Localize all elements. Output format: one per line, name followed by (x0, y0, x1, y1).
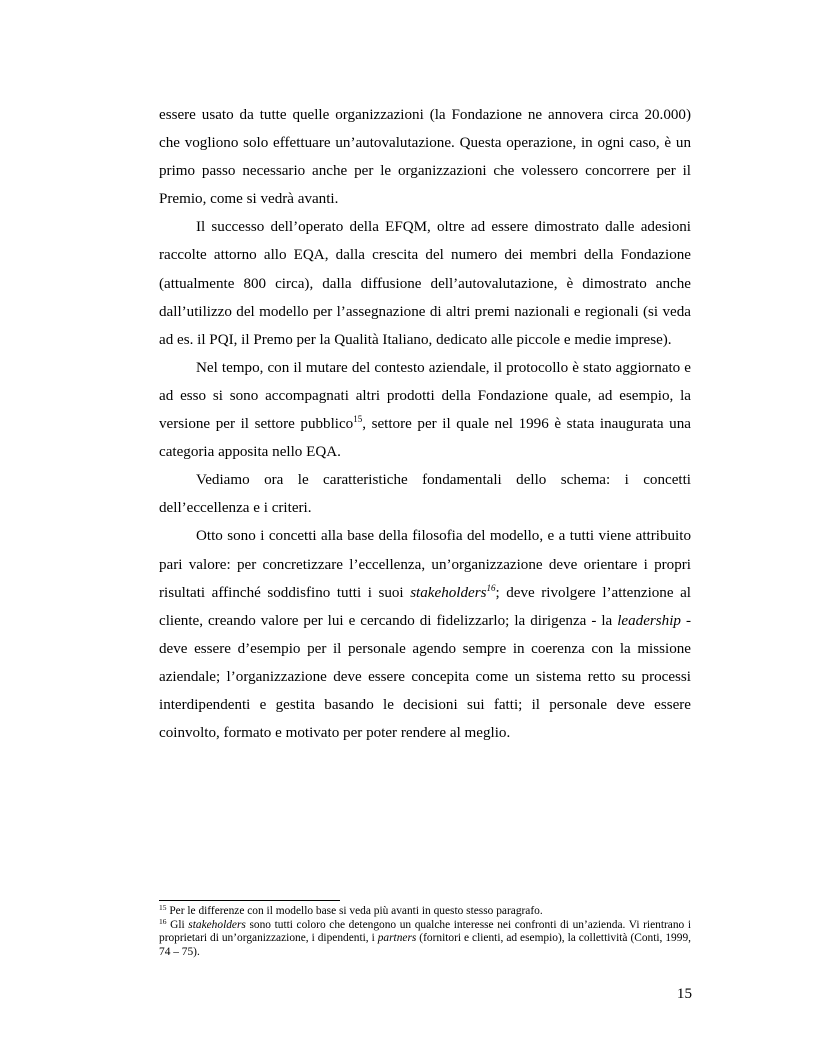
footnote-16-text-start: Gli (166, 918, 189, 931)
paragraph-1 (159, 101, 691, 213)
footnote-16-text-end: (fornitori e clienti, ad esempio), la collettività (Conti, 1999, 74 – 75). (159, 932, 691, 958)
page-number: 15 (676, 986, 692, 1002)
paragraph-5 (159, 522, 691, 747)
footnote-15-text: Per le differenze con il modello base si veda più avanti in questo stesso paragrafo. (166, 905, 543, 917)
paragraph-2-text: Il successo dell’operato della EFQM, oltre ad essere dimostrato dalle adesioni raccolte attorno allo EQA, dalla crescita del numero dei membri della Fondazione (attualmente 800 circa), dalla diffusione dell’autovalutazione, è dimostrato anche dall’utilizzo del modello per l’assegnazione di altri premi nazionali e regionali (si veda ad es. il PQI, il Premo per la Qualità Italiano, dedicato alle piccole e medie imprese). (159, 219, 691, 348)
paragraph-4 (159, 466, 691, 522)
body-text (159, 101, 691, 747)
paragraph-3 (159, 354, 691, 466)
term-leadership: leadership (617, 612, 681, 629)
paragraph-5-text-middle: ; deve rivolgere l’attenzione al cliente, creando valore per lui e cercando di fidelizzarlo; la dirigenza - la (159, 584, 691, 629)
paragraph-4-text: Vediamo ora le caratteristiche fondamentali dello schema: i concetti dell’eccellenza e i criteri. (159, 472, 691, 517)
footnote-15 (159, 905, 691, 919)
paragraph-2 (159, 213, 691, 353)
footnote-16-term-partners: partners (377, 932, 417, 945)
paragraph-5-text-start: Otto sono i concetti alla base della filosofia del modello, e a tutti viene attribuito pari valore: per concretizzare l’eccellenza, un’organizzazione deve orientare i propri risultati affinché soddisfino tutti i suoi (159, 528, 691, 601)
term-stakeholders: stakeholders (410, 584, 487, 601)
footnote-16 (159, 916, 691, 960)
paragraph-5-text-end: - deve essere d’esempio per il personale agendo sempre in coerenza con la missione aziendale; l’organizzazione deve essere concepita come un sistema retto su processi interdipendenti e gestita basando le decisioni sui fatti; il personale deve essere coinvolto, formato e motivato per poter rendere al meglio. (159, 612, 691, 742)
footnotes (159, 905, 691, 959)
footnote-15-number: 15 (159, 903, 167, 912)
paragraph-3-text-start: Nel tempo, con il mutare del contesto aziendale, il protocollo è stato aggiornato e ad esso si sono accompagnati altri prodotti della Fondazione quale, ad esempio, la versione per il settore pubblico (159, 359, 691, 433)
footnote-16-term-stakeholders: stakeholders (188, 918, 246, 931)
footnote-ref-16-number: 16 (486, 582, 496, 593)
paragraph-1-text: essere usato da tutte quelle organizzazioni (la Fondazione ne annovera circa 20.000) che vogliono solo effettuare un’autovalutazione. Questa operazione, in ogni caso, è un primo passo necessario anche per le organizzazioni che volessero concorrere per il Premio, come si vedrà avanti. (159, 107, 691, 208)
footnote-separator (159, 900, 340, 901)
footnote-ref-15: 15 (353, 414, 363, 425)
footnote-16-number: 16 (159, 916, 167, 926)
footnote-16-text-middle: sono tutti coloro che detengono un qualche interesse nei confronti di un’azienda. Vi rientrano i proprietari di un’organizzazione, i dipendenti, i (159, 918, 691, 945)
paragraph-3-text-end: , settore per il quale nel 1996 è stata inaugurata una categoria apposita nello EQA. (159, 416, 691, 461)
